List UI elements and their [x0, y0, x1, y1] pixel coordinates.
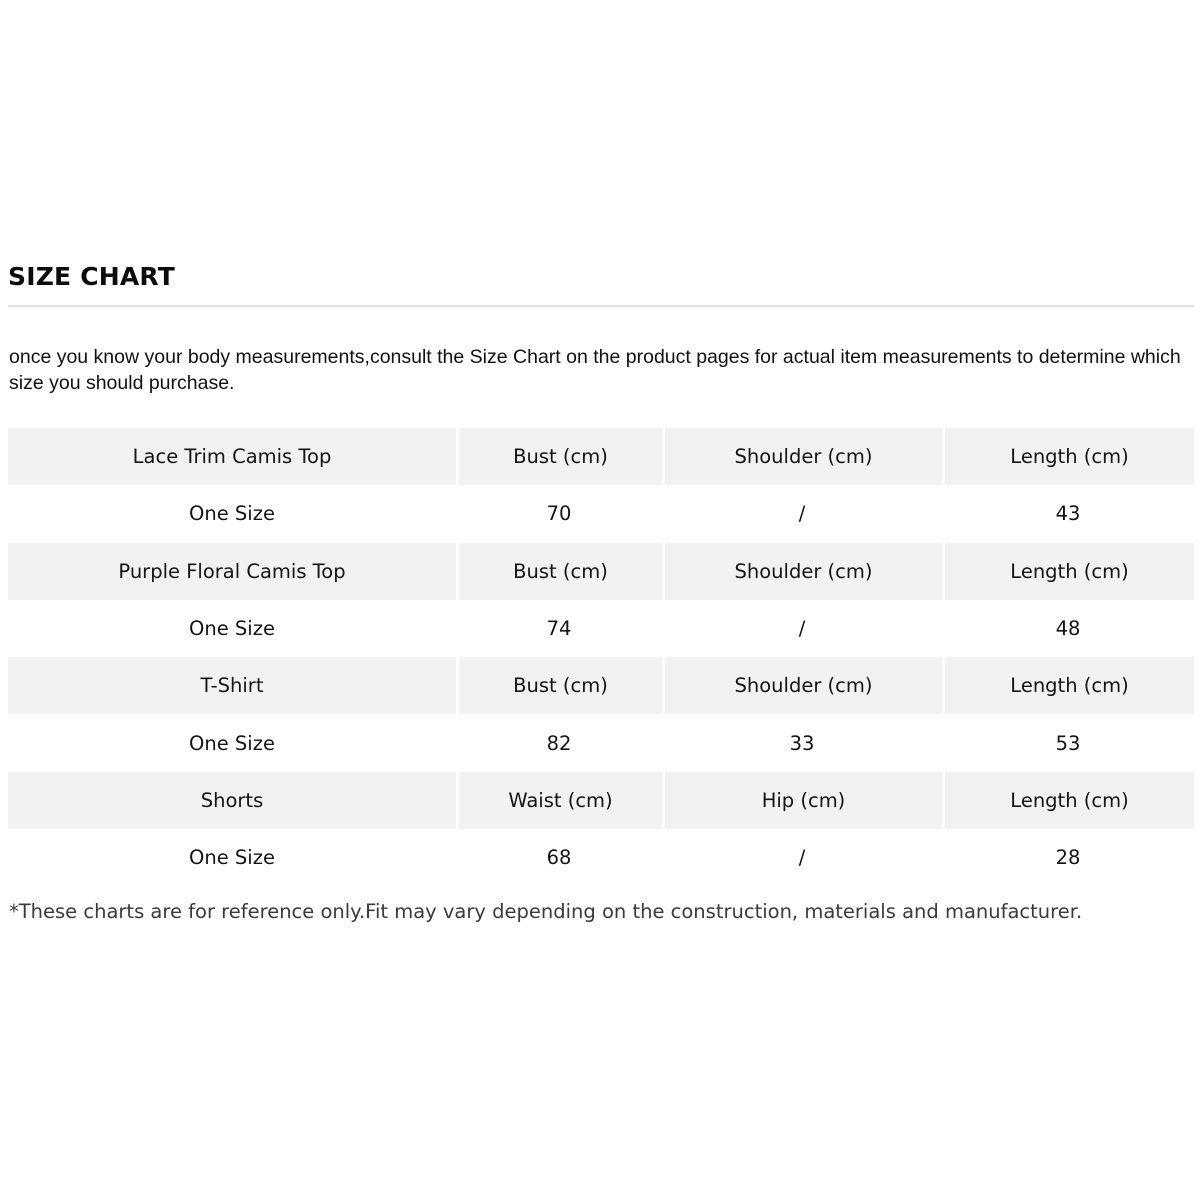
size-chart-table: [8, 428, 1194, 886]
size-cell: One Size: [189, 617, 275, 641]
size-cell: One Size: [189, 846, 275, 870]
value-cell: /: [798, 846, 806, 870]
product-name-cell: Purple Floral Camis Top: [118, 559, 346, 583]
measurement-header-cell: Length (cm): [942, 657, 1194, 714]
value-cell: 68: [546, 846, 572, 870]
measurement-header-cell: Bust (cm): [456, 428, 662, 485]
value-cell: 53: [1055, 731, 1081, 755]
measurement-header-cell: Shoulder (cm): [662, 543, 942, 600]
product-name-cell: Lace Trim Camis Top: [132, 445, 332, 469]
value-cell: 74: [546, 617, 572, 641]
value-cell: 43: [1055, 502, 1081, 526]
measurement-header-cell: Bust (cm): [456, 543, 662, 600]
product-name-cell: T-Shirt: [200, 674, 264, 698]
value-cell: 48: [1055, 617, 1081, 641]
table-row-lace-trim-camis-header: [8, 428, 1194, 485]
table-row-purple-floral-camis-header: [8, 543, 1194, 600]
measurement-header-cell: Hip (cm): [662, 772, 942, 829]
measurement-header-cell: Waist (cm): [456, 772, 662, 829]
size-cell: One Size: [189, 731, 275, 755]
measurement-header-cell: Shoulder (cm): [662, 428, 942, 485]
measurement-header-cell: Length (cm): [942, 543, 1194, 600]
measurement-header-cell: Shoulder (cm): [662, 657, 942, 714]
table-row-purple-floral-camis-values: [8, 600, 1194, 657]
size-cell: One Size: [189, 502, 275, 526]
disclaimer-note: *These charts are for reference only.Fit may vary depending on the construction, materials and manufacturer.: [9, 900, 1083, 923]
value-cell: 33: [789, 731, 815, 755]
value-cell: /: [798, 617, 806, 641]
table-row-lace-trim-camis-values: [8, 485, 1194, 542]
value-cell: 28: [1055, 846, 1081, 870]
measurement-header-cell: Bust (cm): [456, 657, 662, 714]
intro-text: once you know your body measurements,consult the Size Chart on the product pages for actual item measurements to determine which size you should purchase.: [9, 346, 1181, 394]
value-cell: /: [798, 502, 806, 526]
measurement-header-cell: Length (cm): [942, 428, 1194, 485]
title-divider: [8, 305, 1194, 307]
table-row-t-shirt-header: [8, 657, 1194, 714]
table-row-shorts-values: [8, 829, 1194, 886]
measurement-header-cell: Length (cm): [942, 772, 1194, 829]
page-title: SIZE CHART: [8, 262, 176, 291]
table-row-t-shirt-values: [8, 714, 1194, 771]
value-cell: 70: [546, 502, 572, 526]
value-cell: 82: [546, 731, 572, 755]
table-row-shorts-header: [8, 772, 1194, 829]
product-name-cell: Shorts: [200, 788, 264, 812]
